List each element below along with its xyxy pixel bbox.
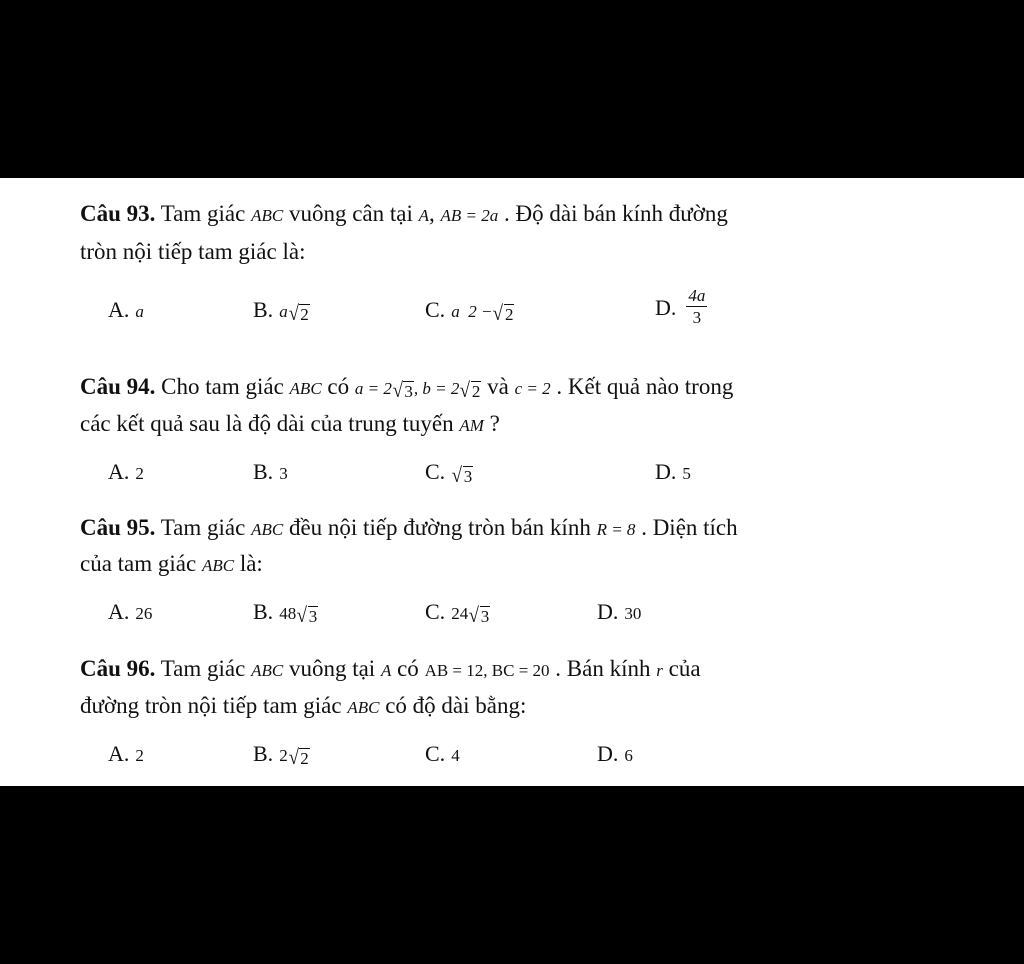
sqrt-symbol: √ 2 <box>459 378 481 402</box>
q95-math-abc: ABC <box>251 520 284 539</box>
q96-option-c-letter: C. <box>425 741 446 766</box>
q96-math-r: r <box>656 661 663 680</box>
q94-math-a: a = 2 <box>354 379 392 398</box>
q94-text-2: có <box>321 374 355 399</box>
q96-line2-text-2: có độ dài bằng: <box>379 693 527 718</box>
q95-option-a[interactable] <box>108 598 152 628</box>
q93-option-b-radicand: 2 <box>300 305 309 324</box>
q96-option-a-letter: A. <box>108 741 130 766</box>
q94-math-c: c = 2 <box>514 379 551 398</box>
q95-option-b[interactable] <box>253 598 318 628</box>
q95-line2-text-2: là: <box>234 551 263 576</box>
q95-option-c[interactable] <box>425 598 490 628</box>
q96-option-b-radicand: 2 <box>300 749 309 768</box>
q94-math-am: AM <box>459 416 484 435</box>
q95-option-c-coef: 24 <box>451 604 469 623</box>
q93-option-b-letter: B. <box>253 297 274 322</box>
q94-option-b[interactable] <box>253 458 288 488</box>
q95-option-a-value: 26 <box>135 604 153 623</box>
q96-option-d-value: 6 <box>624 746 633 765</box>
q93-text-3: , <box>429 201 441 226</box>
q94-math-b: , b = 2 <box>413 379 460 398</box>
sqrt-symbol: √ 3 <box>468 603 490 627</box>
q95-option-d-letter: D. <box>597 599 619 624</box>
sqrt-symbol: √ 3 <box>296 603 318 627</box>
q96-text-1: Tam giác <box>155 656 252 681</box>
sqrt-symbol: √ 3 <box>392 378 413 402</box>
q94-text-1: Cho tam giác <box>155 374 290 399</box>
q93-option-c-expr: a 2 − <box>451 302 493 321</box>
question-96-line-2 <box>80 692 526 722</box>
q93-option-a-letter: A. <box>108 297 130 322</box>
q96-option-a[interactable] <box>108 740 144 770</box>
q96-text-2: vuông tại <box>283 656 381 681</box>
q95-option-a-letter: A. <box>108 599 130 624</box>
q93-option-d-denominator: 3 <box>692 308 702 327</box>
q93-option-d-letter: D. <box>655 294 677 320</box>
q93-option-d-numerator: 4a <box>688 286 706 305</box>
q95-text-3: . Diện tích <box>635 515 738 540</box>
q93-math-abc: ABC <box>251 206 284 225</box>
sqrt-symbol: √ 3 <box>451 463 473 487</box>
question-96-label: Câu 96. <box>80 656 156 681</box>
q94-text-3: và <box>481 374 515 399</box>
question-94-label: Câu 94. <box>80 374 156 399</box>
q93-math-a: A <box>418 206 429 225</box>
question-93-line-1 <box>80 200 728 230</box>
question-96-line-1 <box>80 655 701 685</box>
q93-text-1: Tam giác <box>155 201 252 226</box>
q95-option-d[interactable] <box>597 598 641 628</box>
q96-option-b[interactable] <box>253 740 310 770</box>
q96-text-5: của <box>662 656 701 681</box>
q94-option-d[interactable] <box>655 458 691 488</box>
q93-option-c[interactable] <box>425 296 514 326</box>
q96-option-c[interactable] <box>425 740 460 770</box>
q95-option-d-value: 30 <box>624 604 642 623</box>
q93-option-a-value: a <box>135 302 144 321</box>
q94-text-4: . Kết quả nào trong <box>550 374 734 399</box>
q94-radicand-1: 3 <box>404 382 413 401</box>
q94-option-b-value: 3 <box>279 464 288 483</box>
q95-option-c-radicand: 3 <box>480 607 490 626</box>
q96-text-3: có <box>391 656 425 681</box>
q95-option-b-radicand: 3 <box>308 607 318 626</box>
q93-text-4: . Độ dài bán kính đường <box>498 201 728 226</box>
q95-text-1: Tam giác <box>155 515 252 540</box>
q96-option-a-value: 2 <box>135 746 144 765</box>
sqrt-symbol: √ 2 <box>288 301 309 325</box>
q95-line2-text-1: của tam giác <box>80 551 202 576</box>
q96-math-abc: ABC <box>251 661 284 680</box>
q96-option-b-letter: B. <box>253 741 274 766</box>
question-94-line-2 <box>80 410 500 440</box>
q93-math-ab: AB = 2a <box>440 206 499 225</box>
q94-line2-text-2: ? <box>483 411 500 436</box>
q94-option-a-value: 2 <box>135 464 144 483</box>
q96-math-abc-2: ABC <box>347 698 380 717</box>
question-93-label: Câu 93. <box>80 201 156 226</box>
q93-text-2: vuông cân tại <box>283 201 419 226</box>
q94-option-c-letter: C. <box>425 459 446 484</box>
q93-option-b[interactable] <box>253 296 310 326</box>
q94-option-a[interactable] <box>108 458 144 488</box>
question-93-line-2: tròn nội tiếp tam giác là: <box>80 239 306 264</box>
q93-option-a[interactable] <box>108 296 144 326</box>
q93-option-c-radicand: 2 <box>504 305 514 324</box>
q95-option-b-letter: B. <box>253 599 274 624</box>
q95-math-r: R = 8 <box>596 520 636 539</box>
sqrt-symbol: √ 2 <box>492 301 514 325</box>
q94-option-d-letter: D. <box>655 459 677 484</box>
q96-text-4: . Bán kính <box>549 656 657 681</box>
q94-option-b-letter: B. <box>253 459 274 484</box>
q96-math-sides: AB = 12, BC = 20 <box>424 661 550 680</box>
question-95-line-1 <box>80 514 738 544</box>
q94-option-d-value: 5 <box>682 464 691 483</box>
q94-option-c-radicand: 3 <box>463 467 473 486</box>
q94-option-c[interactable] <box>425 458 473 486</box>
sqrt-symbol: √ 2 <box>288 745 309 769</box>
q94-line2-text-1: các kết quả sau là độ dài của trung tuyến <box>80 411 460 436</box>
q95-text-2: đều nội tiếp đường tròn bán kính <box>283 515 597 540</box>
q95-option-c-letter: C. <box>425 599 446 624</box>
q93-option-c-letter: C. <box>425 297 446 322</box>
q94-radicand-2: 2 <box>471 382 481 401</box>
q96-line2-text-1: đường tròn nội tiếp tam giác <box>80 693 348 718</box>
q94-math-abc: ABC <box>289 379 322 398</box>
q96-option-d[interactable] <box>597 740 633 770</box>
question-95-line-2 <box>80 550 263 580</box>
q96-option-c-value: 4 <box>451 746 460 765</box>
q93-option-b-coef: a <box>279 302 288 321</box>
question-94-line-1 <box>80 373 733 403</box>
q95-option-b-coef: 48 <box>279 604 297 623</box>
q93-option-d-fraction <box>686 286 707 329</box>
question-95-label: Câu 95. <box>80 515 156 540</box>
worksheet-page <box>0 178 1024 786</box>
q93-option-d[interactable] <box>655 286 707 329</box>
q96-math-a: A <box>380 661 392 680</box>
q96-option-b-coef: 2 <box>279 746 288 765</box>
q95-math-abc-2: ABC <box>201 556 235 575</box>
q96-option-d-letter: D. <box>597 741 619 766</box>
q94-option-a-letter: A. <box>108 459 130 484</box>
